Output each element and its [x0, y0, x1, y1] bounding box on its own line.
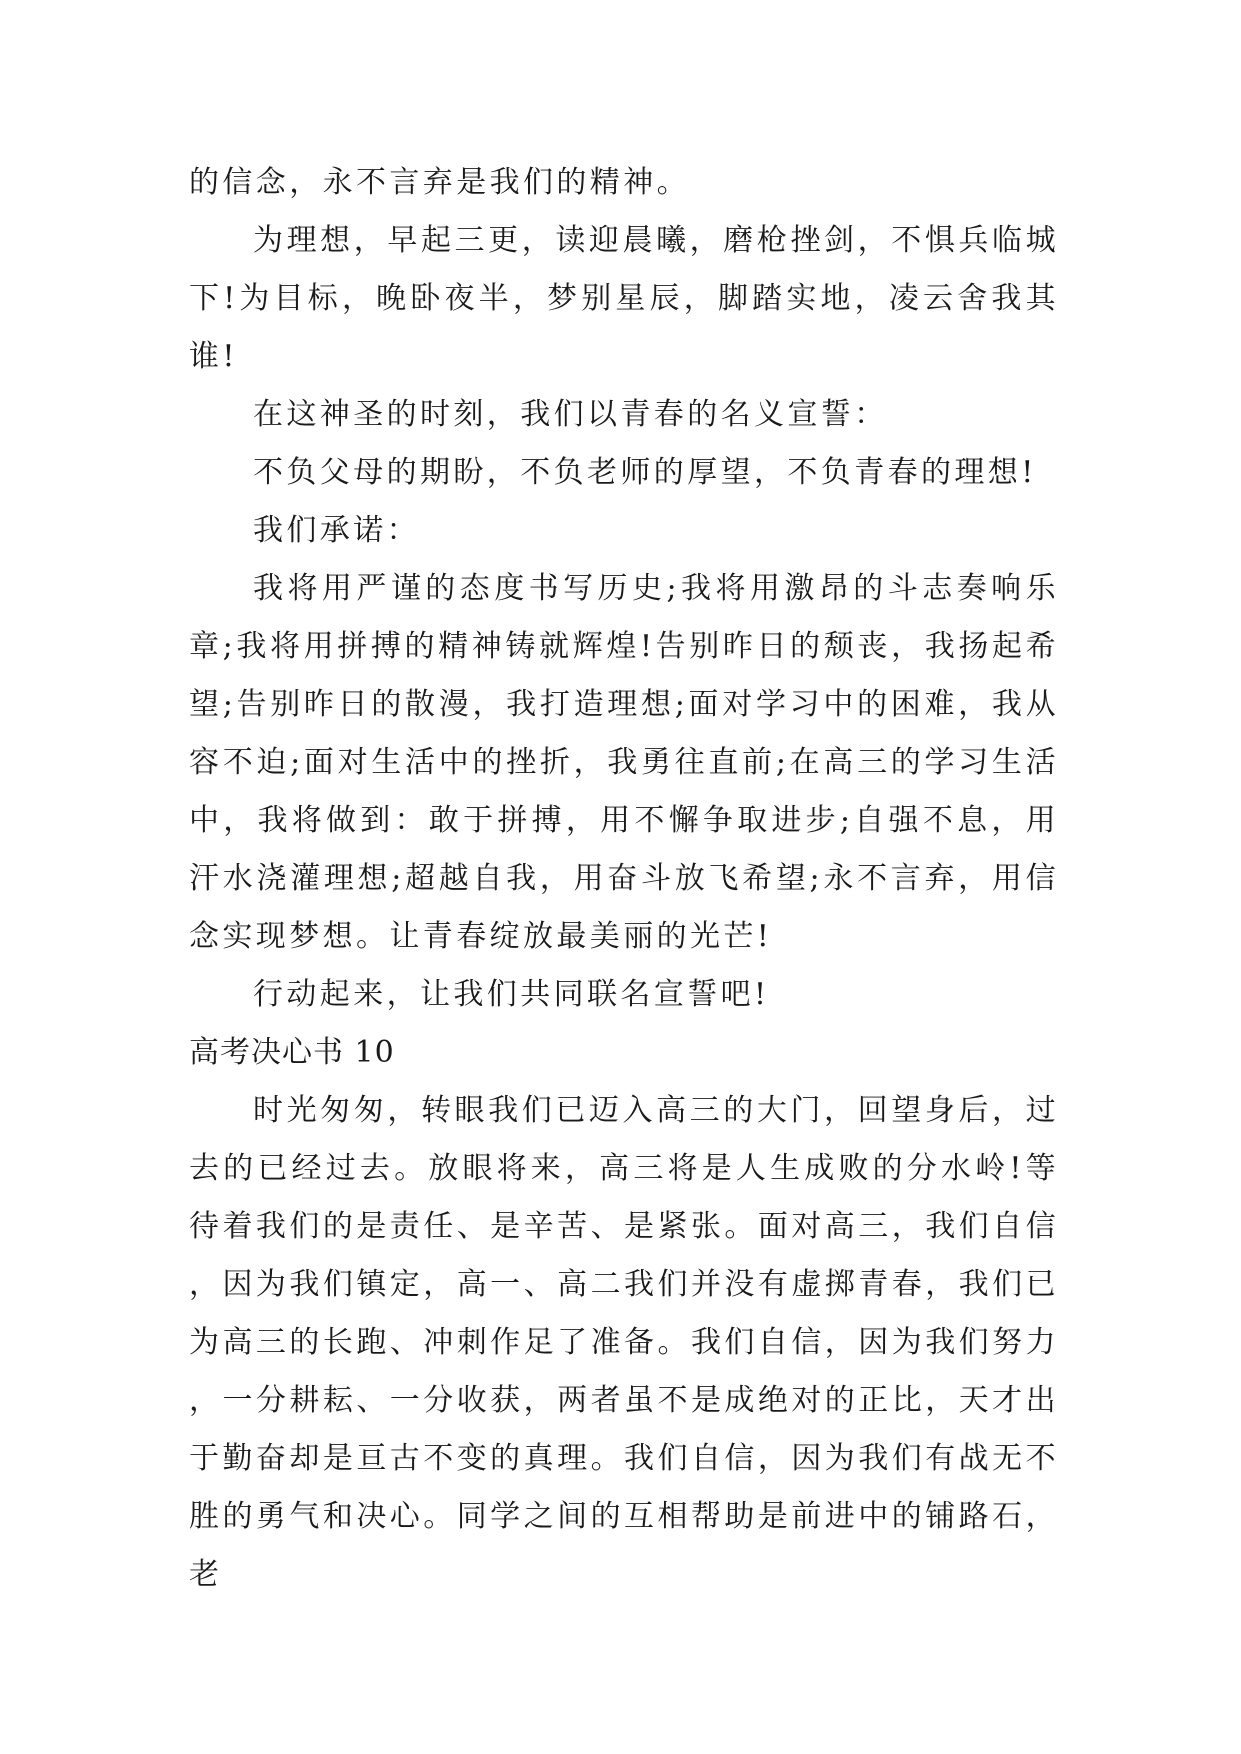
paragraph-8: 时光匆匆，转眼我们已迈入高三的大门，回望身后，过去的已经过去。放眼将来，高三将是人生成败的分水岭!等待着我们的是责任、是辛苦、是紧张。面对高三，我们自信，因为我们镇定，高一、高二我们并没有虚掷青春，我们已为高三的长跑、冲刺作足了准备。我们自信，因为我们努力，一分耕耘、一分收获，两者虽不是成绝对的正比，天才出于勤奋却是亘古不变的真理。我们自信，因为我们有战无不胜的勇气和决心。同学之间的互相帮助是前进中的铺路石，老 [189, 1093, 1059, 1592]
paragraph-1: 的信念，永不言弃是我们的精神。 [189, 165, 690, 200]
paragraph-2: 为理想，早起三更，读迎晨曦，磨枪挫剑，不惧兵临城下!为目标，晚卧夜半，梦别星辰，脚踏实地，凌云舍我其谁! [189, 223, 1059, 374]
paragraph-6: 我将用严谨的态度书写历史;我将用激昂的斗志奏响乐章;我将用拼搏的精神铸就辉煌!告别昨日的颓丧，我扬起希望;告别昨日的散漫，我打造理想;面对学习中的困难，我从容不迫;面对生活中的挫折，我勇往直前;在高三的学习生活中，我将做到：敢于拼搏，用不懈争取进步;自强不息，用汗水浇灌理想;超越自我，用奋斗放飞希望;永不言弃，用信念实现梦想。让青春绽放最美丽的光芒! [189, 571, 1059, 954]
paragraph-5: 我们承诺： [253, 513, 420, 548]
paragraph-4: 不负父母的期盼，不负老师的厚望，不负青春的理想! [253, 455, 1037, 490]
paragraph-3: 在这神圣的时刻，我们以青春的名义宣誓： [253, 397, 888, 432]
document-body [189, 154, 1059, 1604]
section-heading: 高考决心书 10 [189, 1035, 395, 1070]
paragraph-7: 行动起来，让我们共同联名宣誓吧! [253, 977, 770, 1012]
